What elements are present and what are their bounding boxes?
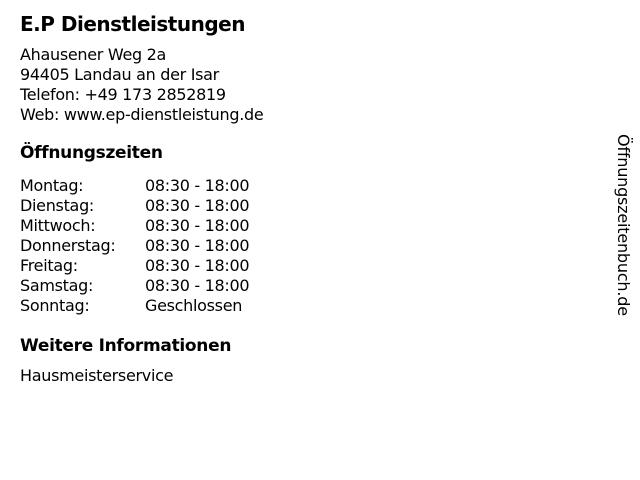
day-time: 08:30 - 18:00 — [145, 176, 250, 195]
day-label: Dienstag: — [20, 196, 95, 215]
day-time: 08:30 - 18:00 — [145, 236, 250, 255]
day-time: 08:30 - 18:00 — [145, 256, 250, 275]
day-label: Donnerstag: — [20, 236, 116, 255]
hours-row-friday — [20, 256, 600, 276]
day-label: Mittwoch: — [20, 216, 96, 235]
day-label: Montag: — [20, 176, 84, 195]
address-street: Ahausener Weg 2a — [20, 45, 167, 64]
hours-row-saturday — [20, 276, 600, 296]
day-label: Samstag: — [20, 276, 94, 295]
hours-row-tuesday — [20, 196, 600, 216]
hours-row-sunday — [20, 296, 600, 316]
opening-hours-heading: Öffnungszeiten — [20, 143, 163, 163]
more-info-text: Hausmeisterservice — [20, 366, 174, 385]
business-name: E.P Dienstleistungen — [20, 12, 245, 36]
day-time: Geschlossen — [145, 296, 243, 315]
day-time: 08:30 - 18:00 — [145, 276, 250, 295]
web-url[interactable]: www.ep-dienstleistung.de — [63, 105, 264, 124]
address-city: 94405 Landau an der Isar — [20, 65, 219, 84]
day-label: Sonntag: — [20, 296, 90, 315]
day-time: 08:30 - 18:00 — [145, 196, 250, 215]
main-content — [20, 0, 600, 386]
opening-hours-table — [20, 176, 600, 316]
phone-line: Telefon: +49 173 2852819 — [20, 85, 226, 104]
more-info-heading: Weitere Informationen — [20, 336, 232, 356]
address-block — [20, 45, 600, 125]
hours-row-thursday — [20, 236, 600, 256]
web-line — [20, 105, 600, 125]
day-label: Freitag: — [20, 256, 78, 275]
day-time: 08:30 - 18:00 — [145, 216, 250, 235]
brand-ribbon-vertical-text[interactable]: Öffnungszeitenbuch.de — [614, 134, 633, 316]
hours-row-monday — [20, 176, 600, 196]
web-label: Web: — [20, 105, 64, 124]
hours-row-wednesday — [20, 216, 600, 236]
